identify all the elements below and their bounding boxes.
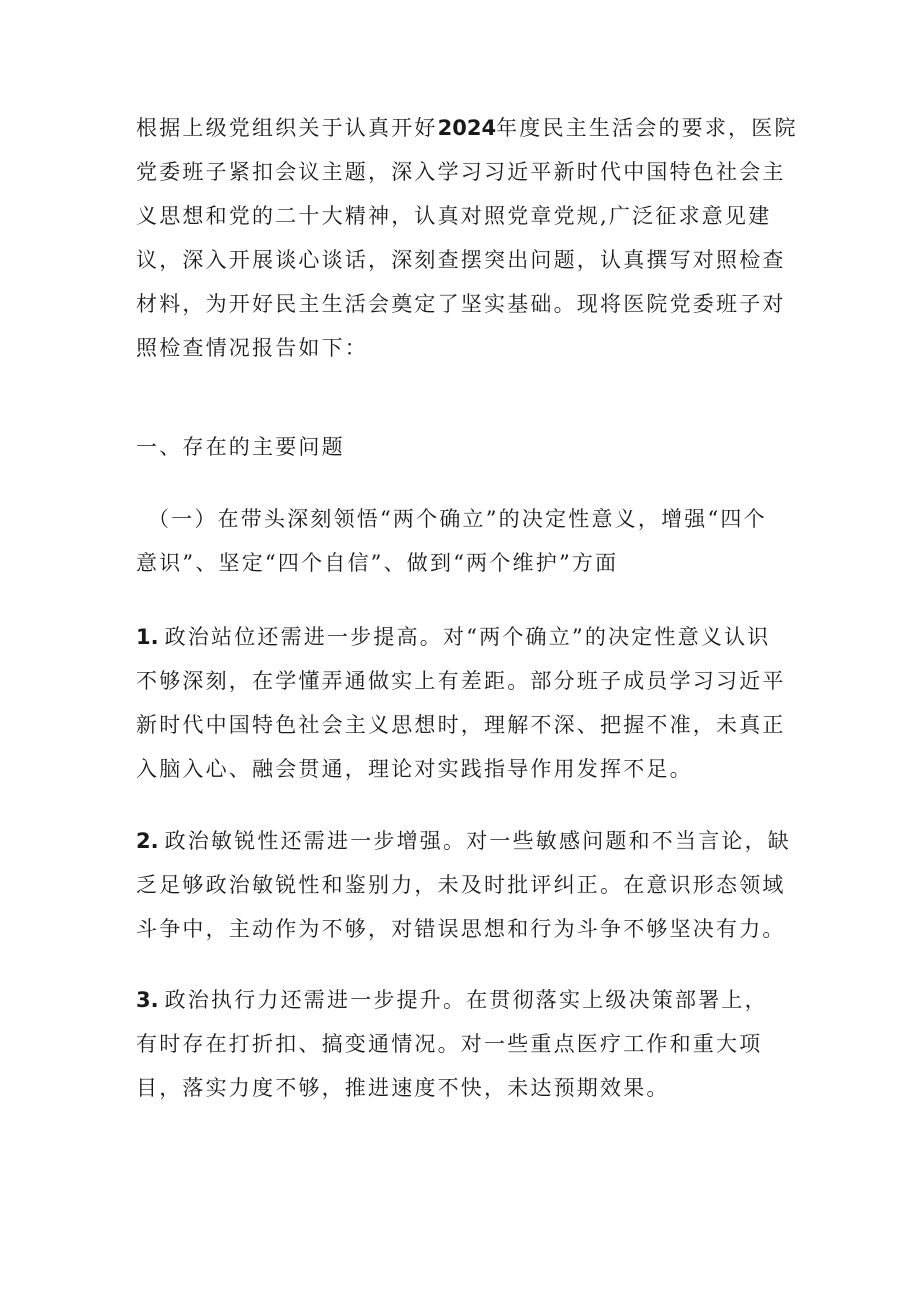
item-2-number: 2. <box>136 829 159 853</box>
item-3-number: 3. <box>136 988 159 1012</box>
section-heading-text: 一、存在的主要问题 <box>136 435 345 459</box>
item-3-paragraph <box>136 978 796 1110</box>
subsection-line-2: 意识”、坚定“四个自信”、做到“两个维护”方面 <box>136 551 619 575</box>
section-heading <box>136 425 796 469</box>
item-2-line-2: 乏足够政治敏锐性和鉴别力，未及时批评纠正。在意识形态领域 <box>136 873 786 897</box>
intro-line-3: 义思想和党的二十大精神，认真对照党章党规,广泛征求意见建 <box>136 204 772 228</box>
subsection-heading <box>136 497 808 585</box>
subsection-line-1: （一）在带头深刻领悟“两个确立”的决定性意义，增强“四个 <box>148 507 767 531</box>
item-2-line-1-text: 政治敏锐性还需进一步增强。对一些敏感问题和不当言论，缺 <box>164 829 791 853</box>
item-1-line-2: 不够深刻，在学懂弄通做实上有差距。部分班子成员学习习近平 <box>136 669 786 693</box>
item-2-line-1 <box>136 819 796 863</box>
intro-line-1 <box>136 106 796 150</box>
intro-paragraph <box>136 106 796 370</box>
intro-line-2: 党委班子紧扣会议主题，深入学习习近平新时代中国特色社会主 <box>136 160 786 184</box>
intro-year: 2024 <box>437 116 497 140</box>
intro-line-1-text-b: 年度民主生活会的要求，医院 <box>496 116 798 140</box>
item-1-paragraph <box>136 615 796 791</box>
item-3-line-1 <box>136 978 796 1022</box>
item-3-line-3: 目，落实力度不够，推进速度不快，未达预期效果。 <box>136 1076 670 1100</box>
intro-line-1-text-a: 根据上级党组织关于认真开好 <box>136 116 438 140</box>
item-3-line-2: 有时存在打折扣、搞变通情况。对一些重点医疗工作和重大项 <box>136 1032 763 1056</box>
item-1-line-1-text: 政治站位还需进一步提高。对“两个确立”的决定性意义认识 <box>164 625 771 649</box>
intro-line-6: 照检查情况报告如下： <box>136 336 368 360</box>
item-3-line-1-text: 政治执行力还需进一步提升。在贯彻落实上级决策部署上， <box>164 988 768 1012</box>
item-1-number: 1. <box>136 625 159 649</box>
intro-line-4: 议，深入开展谈心谈话，深刻查摆突出问题，认真撰写对照检查 <box>136 248 786 272</box>
item-1-line-1 <box>136 615 796 659</box>
intro-line-5: 材料，为开好民主生活会奠定了坚实基础。现将医院党委班子对 <box>136 292 786 316</box>
item-2-paragraph <box>136 819 796 951</box>
item-1-line-4: 入脑入心、融会贯通，理论对实践指导作用发挥不足。 <box>136 757 693 781</box>
item-1-line-3: 新时代中国特色社会主义思想时，理解不深、把握不准，未真正 <box>136 713 786 737</box>
item-2-line-3: 斗争中，主动作为不够，对错误思想和行为斗争不够坚决有力。 <box>136 917 786 941</box>
